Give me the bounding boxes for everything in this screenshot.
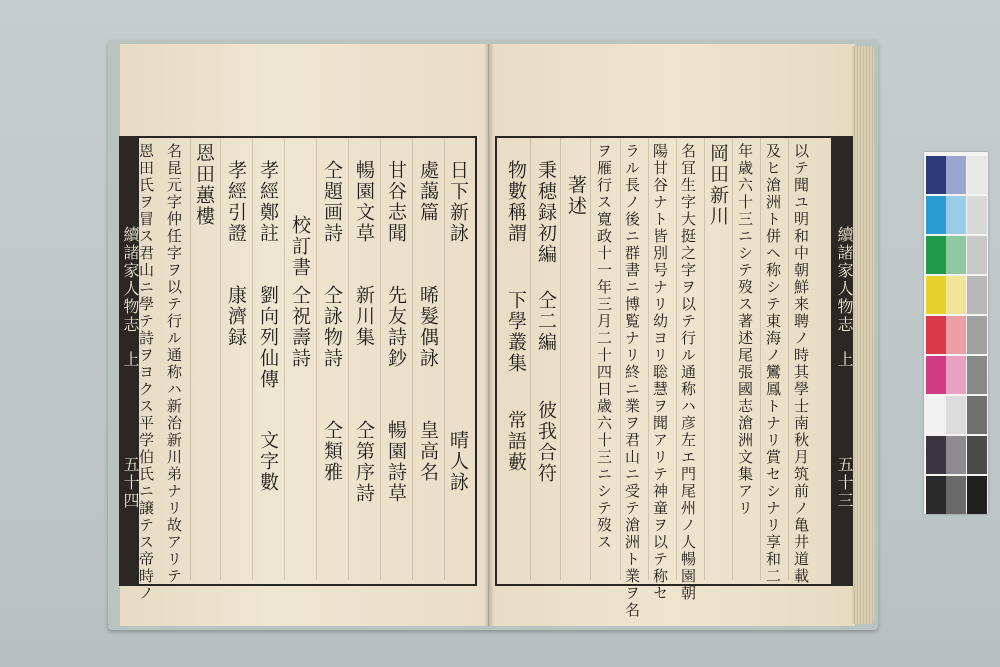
text-column: 文字數 [257,430,279,493]
color-swatch [946,156,966,194]
ruled-line [348,138,349,580]
ruled-line [732,138,733,580]
ruled-line [560,138,561,580]
text-column: 秉穂録初編 [535,160,557,265]
color-calibration-chart [924,152,988,514]
text-column: 康濟録 [225,285,247,348]
ruled-line [252,138,253,580]
text-column: 名昆元字仲任字ヲ以テ行ル通称ハ新治新川弟ナリ故アリテ [165,143,183,585]
text-column: 仝詠物詩 [321,285,343,369]
color-swatch [967,236,987,274]
color-swatch [967,156,987,194]
color-swatch [946,396,966,434]
hashira-title: 續諸家人物志 [121,226,140,334]
text-column: 晞髮偶詠 [417,285,439,369]
text-column: ヲ雁行ス寛政十一年三月二十四日歳六十三ニシテ歿ス [595,143,613,551]
ruled-line [530,138,531,580]
color-swatch [967,276,987,314]
color-swatch [926,316,946,354]
color-swatch [926,396,946,434]
ruled-line [788,138,789,580]
text-column: 晴人詠 [447,430,469,493]
ruled-line [316,138,317,580]
color-swatch [967,436,987,474]
text-column: 皇高名 [417,420,439,483]
text-column: 岡田新川 [707,143,729,227]
text-column: 恩田蕙樓 [193,143,215,227]
text-column: 名冝生字大挺之字ヲ以テ行ル通称ハ彦左エ門尾州ノ人暢園朝 [679,143,697,602]
text-column: 孝經引證 [225,160,247,244]
text-column: 恩田氏ヲ冒ス君山ニ學テ詩ヲヨクス平学伯氏ニ譲テス帝時ノ [137,143,155,602]
hashira-title: 續諸家人物志 [835,226,854,334]
text-column: 仝祝壽詩 [289,285,311,369]
color-swatch [946,196,966,234]
color-swatch [946,276,966,314]
text-column: 年歳六十三ニシテ歿ス著述尾張國志滄洲文集アリ [736,143,754,517]
text-column: 仝二編 [535,290,557,353]
ruled-line [444,138,445,580]
text-column: 及ヒ滄洲ト併ヘ称シテ東海ノ鸞鳳トナリ賞セシナリ享和二 [764,143,782,585]
ruled-line [648,138,649,580]
text-column: 暢園詩草 [385,420,407,504]
text-column: 劉向列仙傳 [257,285,279,390]
ruled-line [284,138,285,580]
ruled-line [760,138,761,580]
color-swatch [946,316,966,354]
text-column: 新川集 [353,285,375,348]
text-column: 著述 [565,175,587,217]
color-swatch [946,356,966,394]
color-swatch [926,236,946,274]
text-column: 暢園文草 [353,160,375,244]
text-column: 下學叢集 [505,290,527,374]
color-swatch [926,276,946,314]
book-gutter [484,44,494,626]
text-column: 常語藪 [505,410,527,473]
color-swatch [926,436,946,474]
ruled-line [220,138,221,580]
color-swatch [967,476,987,514]
color-swatch [967,196,987,234]
text-column: 處藹篇 [417,160,439,223]
text-column: 校訂書 [289,215,311,278]
color-swatch [926,156,946,194]
hashira-page-number: 五十三 [835,456,854,510]
text-column: 仝第序詩 [353,420,375,504]
color-swatch [946,476,966,514]
text-column: 以テ聞ユ明和中朝鮮来聘ノ時其學士南秋月筑前ノ亀井道載 [792,143,810,585]
text-column: 物數稱謂 [505,160,527,244]
ruled-line [190,138,191,580]
color-swatch [926,196,946,234]
color-swatch [946,436,966,474]
color-swatch [967,396,987,434]
text-column: ラル長ノ後ニ群書ニ博覧ナリ終ニ業ヲ君山ニ受テ滄洲ト業ヲ名 [623,143,641,619]
ruled-line [590,138,591,580]
ruled-line [676,138,677,580]
text-column: 仝類雅 [321,420,343,483]
left-hashira [119,136,140,586]
ruled-line [704,138,705,580]
text-column: 孝經鄭註 [257,160,279,244]
ruled-line [380,138,381,580]
color-swatch [946,236,966,274]
hashira-page-number: 五十四 [121,456,140,510]
page-edges [852,46,874,624]
color-swatch [967,356,987,394]
text-column: 甘谷志聞 [385,160,407,244]
text-column: 仝題画詩 [321,160,343,244]
hashira-volume: 上 [121,351,140,369]
text-column: 陽甘谷ナト皆別号ナリ幼ヨリ聡慧ヲ聞アリテ神童ヲ以テ称セ [651,143,669,602]
text-column: 彼我合符 [535,400,557,484]
text-column: 日下新詠 [447,160,469,244]
ruled-line [412,138,413,580]
color-swatch [926,476,946,514]
color-swatch [967,316,987,354]
text-column: 先友詩鈔 [385,285,407,369]
ruled-line [620,138,621,580]
color-swatch [926,356,946,394]
hashira-volume: 上 [835,351,854,369]
right-hashira [831,136,853,586]
